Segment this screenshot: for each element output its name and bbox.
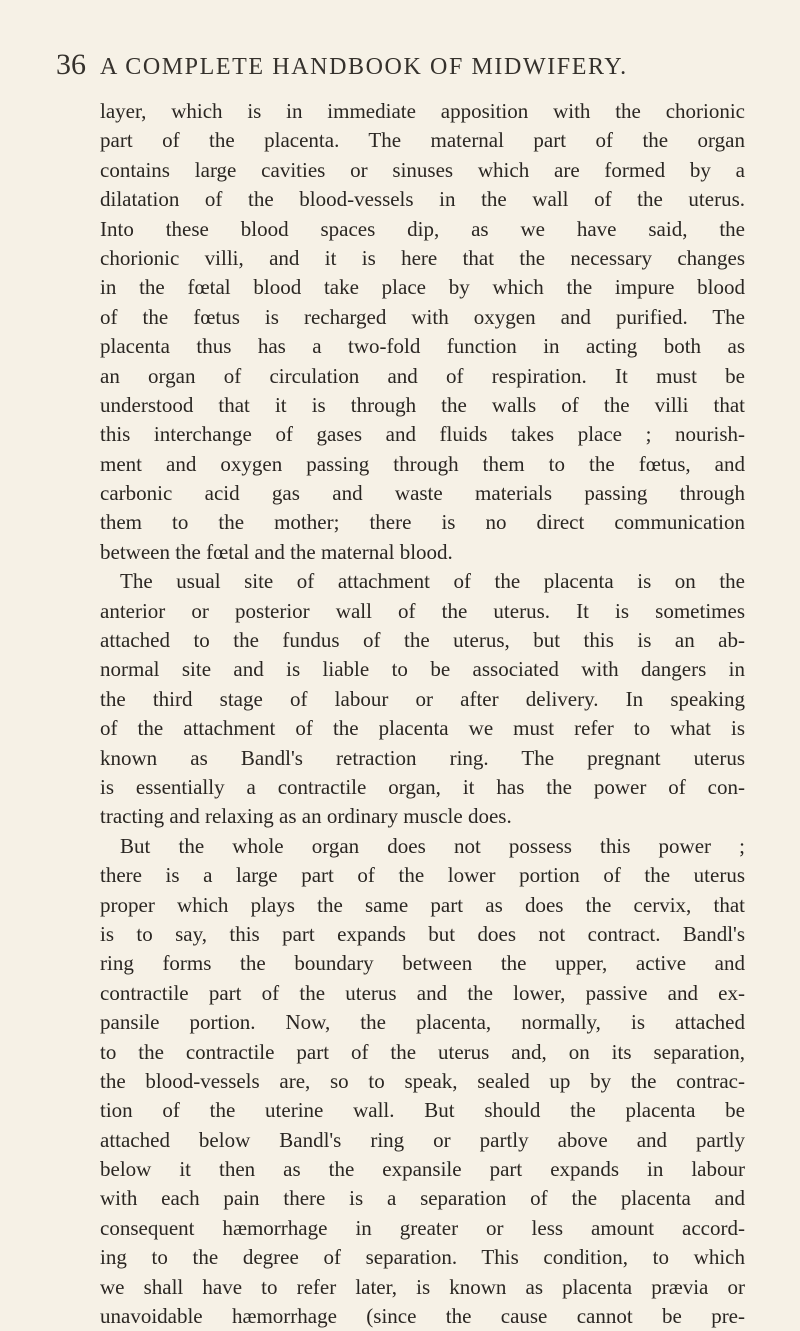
text-line: ment and oxygen passing through them to the fœtus, and (100, 451, 745, 476)
text-line: attached to the fundus of the uterus, but this is an ab- (100, 628, 745, 653)
text-line: known as Bandl's retraction ring. The pregnant uterus (100, 745, 745, 770)
text-line: this interchange of gases and fluids takes place ; nourish- (100, 422, 745, 447)
text-line: normal site and is liable to be associated with dangers in (100, 657, 745, 682)
text-line: there is a large part of the lower portion of the uterus (100, 863, 745, 888)
text-line: part of the placenta. The maternal part of the organ (100, 128, 745, 153)
text-line: anterior or posterior wall of the uterus. It is sometimes (100, 598, 745, 623)
running-title: A COMPLETE HANDBOOK OF MIDWIFERY. (100, 54, 628, 80)
text-line: contractile part of the uterus and the lower, passive and ex- (100, 980, 745, 1005)
paragraph-start-line: The usual site of attachment of the placenta is on the (120, 569, 745, 594)
text-line: the blood-vessels are, so to speak, sealed up by the contrac- (100, 1068, 745, 1093)
text-line: to the contractile part of the uterus and, on its separation, (100, 1039, 745, 1064)
text-line: attached below Bandl's ring or partly above and partly (100, 1127, 745, 1152)
page-number: 36 (56, 48, 86, 81)
text-line: an organ of circulation and of respiration. It must be (100, 363, 745, 388)
text-line: the third stage of labour or after delivery. In speaking (100, 686, 745, 711)
text-line: below it then as the expansile part expands in labour (100, 1157, 745, 1182)
text-line: we shall have to refer later, is known as placenta prævia or (100, 1274, 745, 1299)
text-line: ring forms the boundary between the upper, active and (100, 951, 745, 976)
text-line: unavoidable hæmorrhage (since the cause cannot be pre- (100, 1304, 745, 1329)
text-line: with each pain there is a separation of the placenta and (100, 1186, 745, 1211)
text-line: tion of the uterine wall. But should the placenta be (100, 1098, 745, 1123)
text-line: is to say, this part expands but does not contract. Bandl's (100, 921, 745, 946)
text-line: carbonic acid gas and waste materials passing through (100, 481, 745, 506)
text-line: of the fœtus is recharged with oxygen and purified. The (100, 304, 745, 329)
text-line: ing to the degree of separation. This condition, to which (100, 1245, 745, 1270)
page-header (56, 48, 756, 88)
paragraph-start-line: But the whole organ does not possess this power ; (120, 833, 745, 858)
text-line: is essentially a contractile organ, it has the power of con- (100, 774, 745, 799)
text-line: them to the mother; there is no direct communication (100, 510, 745, 535)
text-line: dilatation of the blood-vessels in the wall of the uterus. (100, 187, 745, 212)
text-line: proper which plays the same part as does the cervix, that (100, 892, 745, 917)
text-line: chorionic villi, and it is here that the necessary changes (100, 245, 745, 270)
text-line: placenta thus has a two-fold function in acting both as (100, 334, 745, 359)
text-line: Into these blood spaces dip, as we have said, the (100, 216, 745, 241)
text-line: between the fœtal and the maternal blood. (100, 539, 453, 564)
text-line: tracting and relaxing as an ordinary muscle does. (100, 804, 512, 829)
text-line: understood that it is through the walls of the villi that (100, 392, 745, 417)
text-line: of the attachment of the placenta we must refer to what is (100, 716, 745, 741)
text-line: consequent hæmorrhage in greater or less amount accord- (100, 1215, 745, 1240)
text-line: pansile portion. Now, the placenta, normally, is attached (100, 1010, 745, 1035)
text-line: layer, which is in immediate apposition with the chorionic (100, 99, 745, 123)
text-line: in the fœtal blood take place by which the impure blood (100, 275, 745, 300)
text-line: contains large cavities or sinuses which are formed by a (100, 157, 745, 182)
body-text (100, 97, 745, 1331)
